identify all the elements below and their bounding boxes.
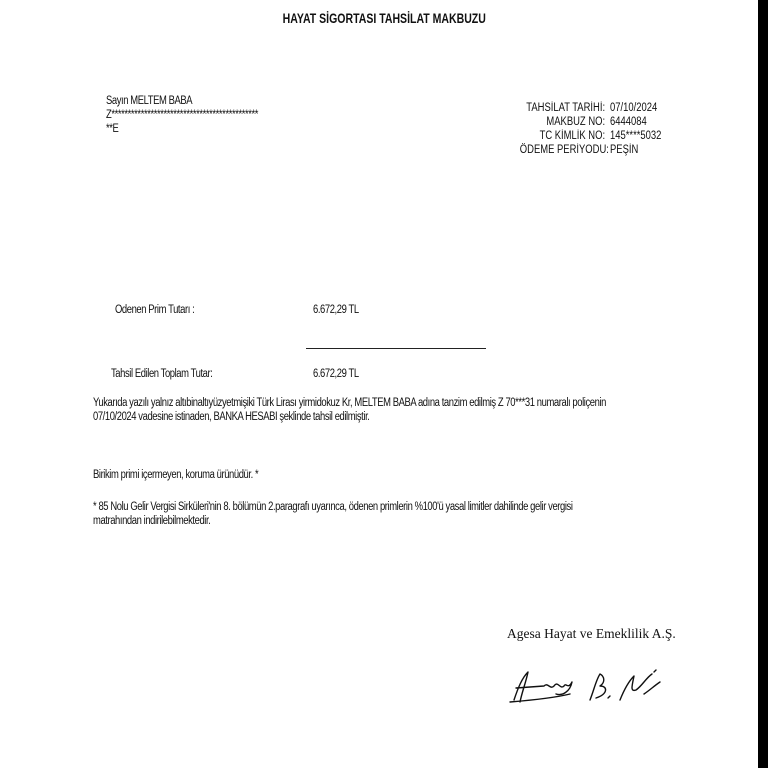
meta-value: PEŞİN bbox=[610, 144, 639, 156]
collection-paragraph bbox=[93, 396, 606, 424]
meta-row-id-no bbox=[500, 129, 673, 143]
tax-note-line: matrahından indirilebilmektedir. bbox=[93, 515, 211, 527]
total-amount-label: Tahsil Edilen Toplam Tutar: bbox=[111, 368, 213, 380]
document-title: HAYAT SİGORTASI TAHSİLAT MAKBUZU bbox=[282, 11, 486, 26]
receipt-meta bbox=[500, 101, 673, 157]
addressee-line-2: Z********************************************* bbox=[106, 109, 259, 121]
meta-row-period bbox=[500, 143, 673, 157]
tax-note-line: * 85 Nolu Gelir Vergisi Sirküleri'nin 8. bölümün 2.paragrafı uyarınca, ödenen primlerin %100'ü yasal limitler dahilinde gelir vergisi bbox=[93, 501, 573, 513]
tax-note bbox=[93, 500, 573, 528]
meta-row-date bbox=[500, 101, 673, 115]
meta-value: 6444084 bbox=[610, 116, 647, 128]
meta-label: MAKBUZ NO: bbox=[546, 116, 606, 128]
meta-label: TC KİMLİK NO: bbox=[539, 130, 606, 142]
meta-row-receipt-no bbox=[500, 115, 673, 129]
paid-amount-label: Ödenen Prim Tutarı : bbox=[115, 304, 195, 316]
total-separator bbox=[306, 348, 486, 349]
meta-label: ÖDEME PERİYODU: bbox=[519, 144, 609, 156]
meta-label: TAHSİLAT TARİHİ: bbox=[526, 102, 606, 114]
meta-value: 07/10/2024 bbox=[610, 102, 658, 114]
addressee-name: Sayın MELTEM BABA bbox=[106, 95, 193, 107]
company-name: Agesa Hayat ve Emeklilik A.Ş. bbox=[507, 626, 676, 641]
addressee-line-3: **E bbox=[106, 123, 119, 135]
addressee-block bbox=[106, 94, 258, 136]
photo-edge-border bbox=[758, 0, 768, 768]
signature-image bbox=[504, 660, 684, 710]
paragraph-line: 07/10/2024 vadesine istinaden, BANKA HESABI şeklinde tahsil edilmiştir. bbox=[93, 411, 370, 423]
total-amount-value: 6.672,29 TL bbox=[313, 368, 359, 380]
paragraph-line: Yukarıda yazılı yalnız altıbinaltıyüzyetmişiki Türk Lirası yirmidokuz Kr, MELTEM BABA adına tanzim edilmiş Z 70***31 numaralı poliçenin bbox=[93, 397, 606, 409]
meta-value: 145****5032 bbox=[610, 130, 662, 142]
paid-amount-value: 6.672,29 TL bbox=[313, 304, 359, 316]
product-note: Birikim primi içermeyen, koruma ürünüdür. * bbox=[93, 469, 259, 481]
